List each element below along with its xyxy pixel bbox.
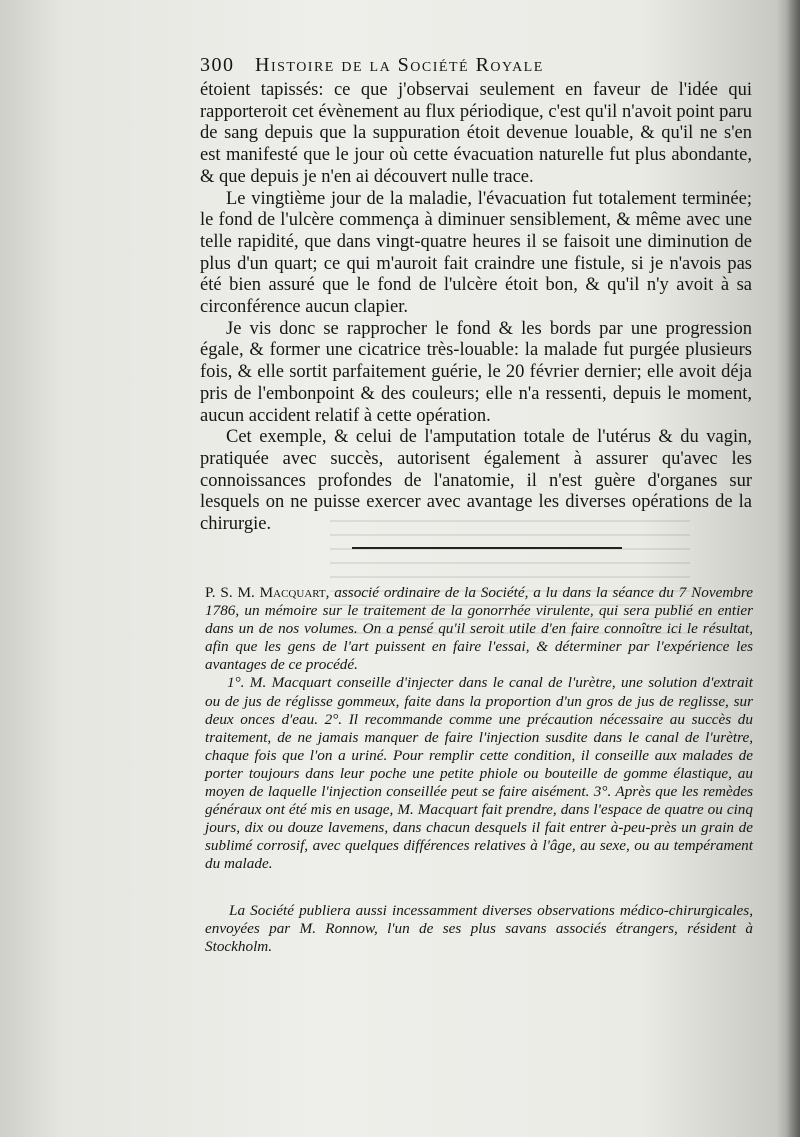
paragraph-2: Le vingtième jour de la maladie, l'évacuation fut totalement terminée; le fond de l'ulcère commença à diminuer sensiblement, & même avec une telle rapidité, que dans vingt-quatre heures il se faisoit une diminution de plus d'un quart; ce qui m'auroit fait craindre une fistule, si je n'avois pas été bien assuré que le fond de l'ulcère étoit bon, & qu'il n'y avoit à sa circonférence aucun clapier. bbox=[200, 188, 752, 318]
running-header bbox=[200, 54, 720, 77]
main-text bbox=[200, 80, 752, 536]
paragraph-3: Je vis donc se rapprocher le fond & les bords par une progression égale, & former une cicatrice très-louable: la malade fut purgée plusieurs fois, & elle sortit parfaitement guérie, le 20 février dernier; elle avoit déja pris de l'embonpoint & des couleurs; elle n'a ressenti, depuis le moment, aucun accident relatif à cette opération. bbox=[200, 318, 752, 426]
paragraph-1: étoient tapissés: ce que j'observai seulement en faveur de l'idée qui rapporteroit cet évènement au flux périodique, c'est qu'il n'avoit point paru de sang depuis que la suppuration étoit devenue louable, & qu'il ne s'en est manifesté que le jour où cette évacuation naturelle fut plus abondante, & que depuis je n'en ai découvert nulle trace. bbox=[200, 80, 752, 187]
page-number: 300 bbox=[200, 54, 235, 76]
section-divider bbox=[352, 547, 622, 549]
page-edge-shadow bbox=[786, 0, 800, 1137]
society-announcement bbox=[205, 902, 753, 956]
ps-paragraph bbox=[205, 584, 753, 674]
ps-text: , associé ordinaire de la Société, a lu dans la séance du 7 Novembre 1786, un mémoire sur le traitement de la gonorrhée virulente, qui sera publié en entier dans un de nos volumes. On a pensé qu'il seroit utile d'en faire connoître ici le résultat, afin que les gens de l'art puissent en faire l'essai, & déterminer par l'expérience les avantages de ce procédé. bbox=[205, 584, 753, 674]
running-title: Histoire de la Société Royale bbox=[255, 54, 544, 76]
ps-prefix: P. S. bbox=[205, 584, 233, 601]
ps-author: M. Macquart bbox=[237, 584, 326, 601]
paragraph-4: Cet exemple, & celui de l'amputation totale de l'utérus & du vagin, pratiquée avec succès, autorisent également à assurer qu'avec les connoissances profondes de l'anatomie, il n'est guère d'organes sur lesquels on ne puisse exercer avec avantage les diverses opérations de la chirurgie. bbox=[200, 427, 752, 535]
recommendations-paragraph: 1°. M. Macquart conseille d'injecter dans le canal de l'urètre, une solution d'extrait ou de jus de réglisse gommeux, faite dans la proportion d'un gros de jus de reglisse, sur deux onces d'eau. 2°. Il recommande comme une précaution nécessaire au succès du traitement, de ne jamais manquer de faire l'injection susdite dans le canal de l'urètre, chaque fois que l'on a uriné. Pour remplir cette condition, il conseille aux malades de porter toujours dans leur poche une petite phiole ou bouteille de gomme élastique, au moyen de laquelle l'injection conseillée peut se faire aisément. 3°. Après que les remèdes généraux ont été mis en usage, M. Macquart fait prendre, dans l'espace de quatre ou cinq jours, dix ou douze lavemens, dans chacun desquels il fait entrer à-peu-près un grain de sublimé corrosif, avec quelques différences relatives à l'âge, au sexe, ou au tempérament du malade. bbox=[205, 674, 753, 873]
society-text: La Société publiera aussi incessamment diverses observations médico-chirurgicales, envoyées par M. Ronnow, l'un de ses plus savans associés étrangers, résident à Stockholm. bbox=[205, 902, 753, 956]
postscript-note bbox=[205, 584, 753, 874]
